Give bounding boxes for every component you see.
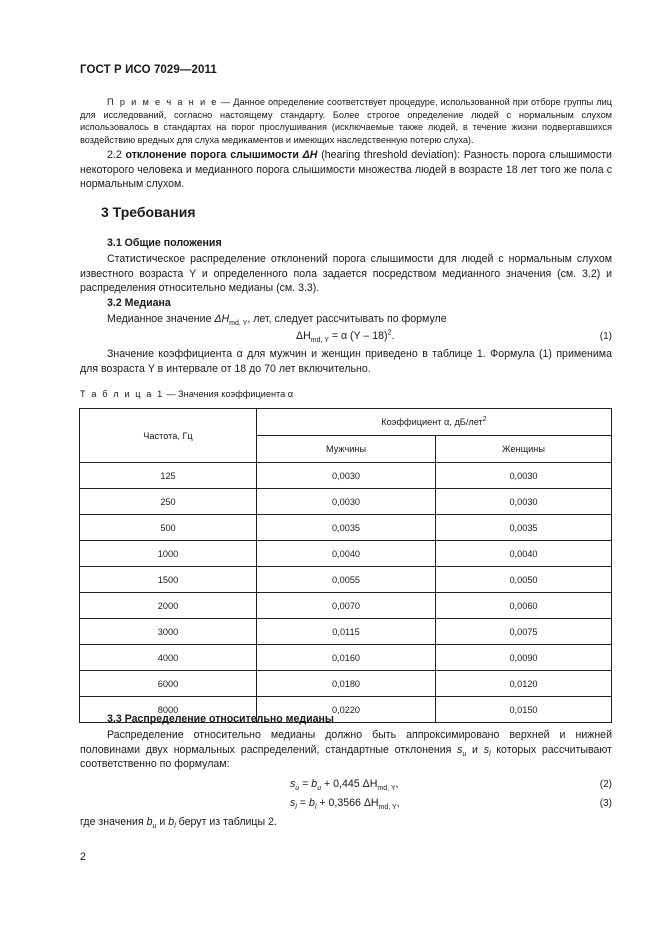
- cell-men: 0,0180: [257, 671, 436, 697]
- cell-women: 0,0120: [436, 671, 612, 697]
- eq2-e: ,: [395, 778, 399, 790]
- eq3-d-sub: md, Y: [378, 804, 397, 812]
- cell-men: 0,0070: [257, 593, 436, 619]
- su-symbol: s: [457, 743, 463, 756]
- cell-women: 0,0060: [436, 593, 612, 619]
- cell-women: 0,0090: [436, 645, 612, 671]
- equation-1-number: (1): [599, 331, 612, 342]
- table-row: [80, 619, 612, 645]
- table-row: [80, 671, 612, 697]
- eq3-b: =: [296, 797, 309, 809]
- eq2-c-sub: u: [317, 785, 322, 793]
- cell-frequency: 1500: [80, 567, 257, 593]
- eq3-d: + 0,3566 ΔH: [316, 797, 379, 809]
- section-3-3-heading: 3.3 Распределение относительно медианы: [107, 713, 334, 725]
- header-women: Женщины: [436, 436, 612, 463]
- cell-frequency: 250: [80, 489, 257, 515]
- table-row: [80, 515, 612, 541]
- def-text: (hearing threshold deviation): Разность порога слышимости некоторого человека и медианного порога слышимости множества людей в возрасте 18 лет того же пола с нормальным слухом.: [80, 149, 612, 191]
- equation-2: [290, 778, 399, 793]
- eq3-e: ,: [396, 797, 400, 809]
- section-3-1-text: Статистическое распределение отклонений порога слышимости для людей с нормальным слухом известного возраста Y и определенного пола задается посредством медианного значения (см. 3.2) и распределения относительно медианы (см. 3.3).: [80, 253, 612, 295]
- cell-men: 0,0160: [257, 645, 436, 671]
- eq3-c-sub: l: [314, 804, 317, 812]
- where-a: где значения: [80, 816, 147, 828]
- page-number: 2: [80, 851, 86, 863]
- where-bu-sub: u: [152, 823, 157, 831]
- where-bu: b: [146, 816, 153, 828]
- cell-women: 0,0030: [436, 489, 612, 515]
- cell-frequency: 125: [80, 463, 257, 489]
- intro-text-end: , лет, следует рассчитывать по формуле: [247, 313, 447, 325]
- where-bl-sub: l: [174, 823, 176, 831]
- table-row: [80, 567, 612, 593]
- table-caption-label: Т а б л и ц а 1: [80, 389, 164, 399]
- sl-symbol: s: [483, 743, 489, 756]
- equation-1: [296, 329, 395, 345]
- cell-men: 0,0220: [257, 697, 436, 723]
- header-coefficient-text: Коэффициент α, дБ/лет: [381, 417, 483, 427]
- section-3-1-heading: 3.1 Общие положения: [107, 237, 222, 249]
- def-number: 2.2: [107, 149, 122, 161]
- table-caption-text: — Значения коэффициента α: [163, 389, 294, 399]
- eq2-a-sub: u: [295, 785, 300, 793]
- where-and: и: [156, 816, 169, 828]
- eq1-sup: 2: [387, 329, 392, 337]
- table-row: [80, 541, 612, 567]
- section-3-2-heading: 3.2 Медиана: [107, 297, 171, 309]
- table-1: [79, 408, 612, 723]
- cell-men: 0,0055: [257, 567, 436, 593]
- table-row: [80, 463, 612, 489]
- cell-women: 0,0035: [436, 515, 612, 541]
- intro-text: Медианное значение: [107, 313, 215, 325]
- section-3-2-text: Значение коэффициента α для мужчин и женщин приведено в таблице 1. Формула (1) применима для возраста Y в интервале от 18 до 70 лет включительно.: [80, 348, 612, 375]
- cell-women: 0,0075: [436, 619, 612, 645]
- eq2-a: s: [290, 778, 296, 790]
- eq1-sub: md, Y: [310, 337, 329, 345]
- cell-frequency: 3000: [80, 619, 257, 645]
- note-paragraph: [80, 96, 612, 146]
- s33-text-b: которых рассчитывают соответственно по формулам:: [80, 743, 612, 771]
- header-frequency: Частота, Гц: [80, 409, 257, 463]
- section-3-heading: 3 Требования: [101, 204, 196, 220]
- cell-frequency: 8000: [80, 697, 257, 723]
- eq2-d: + 0,445 ΔH: [321, 778, 378, 790]
- md-y-subscript: md, Y: [229, 320, 248, 328]
- eq2-c: b: [311, 778, 318, 790]
- cell-frequency: 1000: [80, 541, 257, 567]
- eq2-b: =: [299, 778, 312, 790]
- cell-frequency: 500: [80, 515, 257, 541]
- s33-text-a: Распределение относительно медианы должно быть аппроксимировано верхней и нижней половинами двух нормальных распределений, стандартные отклонения: [80, 729, 612, 756]
- def-term: отклонение порога слышимости: [125, 149, 299, 161]
- s33-and: и: [466, 743, 484, 756]
- header-coefficient-sup: 2: [482, 415, 487, 423]
- cell-frequency: 2000: [80, 593, 257, 619]
- equation-3-number: (3): [599, 798, 612, 809]
- eq2-d-sub: md, Y: [377, 785, 396, 793]
- eq3-a: s: [290, 797, 296, 809]
- equation-2-number: (2): [599, 779, 612, 790]
- cell-men: 0,0035: [257, 515, 436, 541]
- delta-h-symbol: ΔH: [214, 313, 230, 325]
- sl-sub: l: [489, 750, 491, 758]
- cell-women: 0,0150: [436, 697, 612, 723]
- su-sub: u: [462, 750, 467, 758]
- cell-men: 0,0030: [257, 463, 436, 489]
- cell-men: 0,0040: [257, 541, 436, 567]
- cell-men: 0,0115: [257, 619, 436, 645]
- table-row: [80, 645, 612, 671]
- where-b: берут из таблицы 2.: [175, 816, 277, 828]
- table-row: [80, 489, 612, 515]
- equation-3: [290, 797, 400, 812]
- eq1-end: .: [391, 330, 395, 342]
- definition-2-2: [80, 148, 612, 192]
- document-header: ГОСТ Р ИСО 7029—2011: [80, 64, 217, 76]
- cell-frequency: 6000: [80, 671, 257, 697]
- cell-men: 0,0030: [257, 489, 436, 515]
- note-label: П р и м е ч а н и е: [107, 97, 219, 107]
- header-coefficient: [257, 409, 612, 436]
- cell-women: 0,0050: [436, 567, 612, 593]
- def-symbol: ΔH: [302, 149, 318, 161]
- cell-women: 0,0030: [436, 463, 612, 489]
- eq3-a-sub: l: [295, 804, 297, 812]
- cell-women: 0,0040: [436, 541, 612, 567]
- eq3-c: b: [308, 797, 315, 809]
- cell-frequency: 4000: [80, 645, 257, 671]
- note-text: — Данное определение соответствует процедуре, использованной при отборе группы лиц для исследований, согласно настоящему стандарту. Более строгое определение людей с нормальным слухом использовалось в стандартах на порог прослушивания (исключаемые также людей, в течение жизни подвергавшихся воздействию вредных для слуха медикаментов и имеющих наследственную потерю слуха).: [80, 97, 613, 145]
- where-bl: b: [168, 816, 175, 828]
- table-1-caption: [80, 389, 293, 399]
- section-3-2-intro: [80, 312, 612, 327]
- eq1-lhs: ΔH: [296, 330, 311, 342]
- table-row: [80, 593, 612, 619]
- where-text: [80, 816, 277, 831]
- eq1-rhs: = α (Y – 18): [328, 330, 388, 342]
- header-men: Мужчины: [257, 436, 436, 463]
- section-3-3-text: [80, 728, 612, 772]
